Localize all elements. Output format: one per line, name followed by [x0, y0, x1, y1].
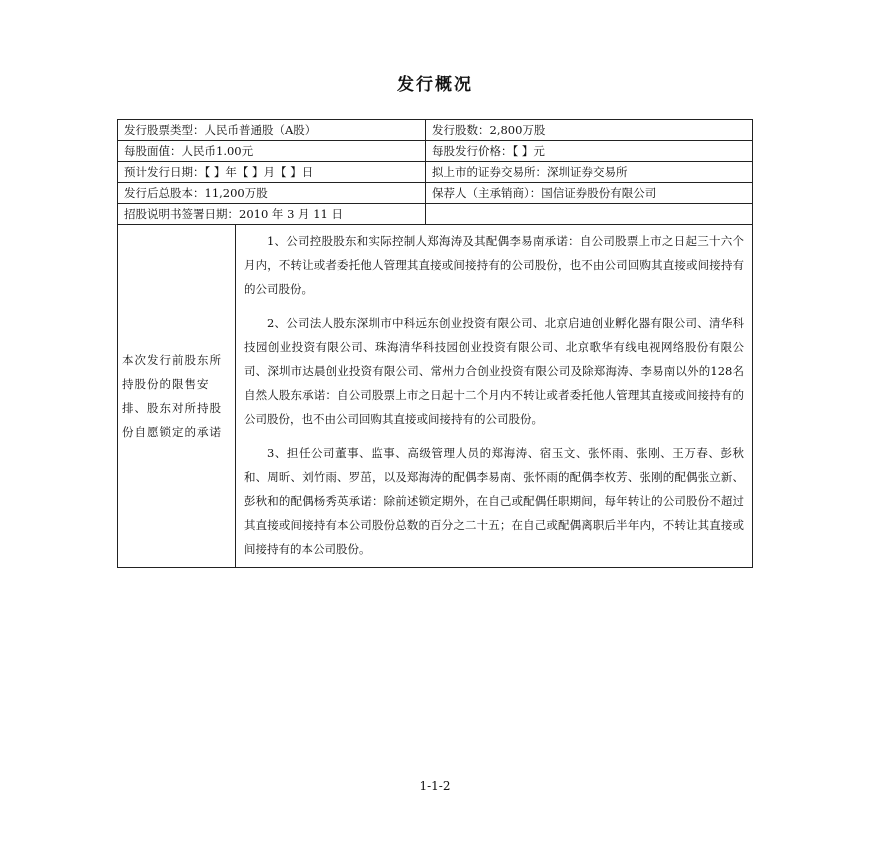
share-type-cell: 发行股票类型：人民币普通股（A股）: [118, 120, 426, 141]
share-count-cell: 发行股数：2,800万股: [426, 120, 753, 141]
issue-date-cell: 预计发行日期：【 】年【 】月【 】日: [118, 162, 426, 183]
commitment-paragraph-1: 1、公司控股股东和实际控制人郑海涛及其配偶李易南承诺：自公司股票上市之日起三十六个月内，不转让或者委托他人管理其直接或间接持有的公司股份，也不由公司回购其直接或间接持有的公司股份。: [244, 234, 744, 296]
total-capital-cell: 发行后总股本：11,200万股: [118, 183, 426, 204]
commitment-paragraph-3: 3、担任公司董事、监事、高级管理人员的郑海涛、宿玉文、张怀雨、张刚、王万春、彭秋和、周昕、刘竹雨、罗茁，以及郑海涛的配偶李易南、张怀雨的配偶李枚芳、张刚的配偶张立新、彭秋和的配偶杨秀英承诺：除前述锁定期外，在自己或配偶任职期间，每年转让的公司股份不超过其直接或间接持有本公司股份总数的百分之二十五；在自己或配偶离职后半年内，不转让其直接或间接持有的本公司股份。: [244, 446, 744, 556]
exchange-cell: 拟上市的证券交易所：深圳证券交易所: [426, 162, 753, 183]
offering-summary-table: [117, 119, 753, 568]
commitment-paragraph-2: 2、公司法人股东深圳市中科远东创业投资有限公司、北京启迪创业孵化器有限公司、清华科技园创业投资有限公司、珠海清华科技园创业投资有限公司、北京歌华有线电视网络股份有限公司、深圳市达晨创业投资有限公司、常州力合创业投资有限公司及除郑海涛、李易南以外的128名自然人股东承诺：自公司股票上市之日起十二个月内不转让或者委托他人管理其直接或间接持有的公司股份，也不由公司回购其直接或间接持有的公司股份。: [244, 316, 744, 426]
table-row: [118, 225, 753, 568]
table-row: [118, 120, 753, 141]
page-title: 发行概况: [397, 75, 473, 95]
table-row: [118, 183, 753, 204]
issue-price-cell: 每股发行价格：【 】元: [426, 141, 753, 162]
table-row: [118, 204, 753, 225]
commitment-content-cell: [236, 225, 753, 568]
empty-cell: [426, 204, 753, 225]
sign-date-cell: 招股说明书签署日期：2010 年 3 月 11 日: [118, 204, 426, 225]
table-row: [118, 141, 753, 162]
page-number: 1-1-2: [419, 779, 451, 793]
commitment-label-cell: 本次发行前股东所持股份的限售安排、股东对所持股份自愿锁定的承诺: [118, 225, 236, 568]
sponsor-cell: 保荐人（主承销商）：国信证券股份有限公司: [426, 183, 753, 204]
par-value-cell: 每股面值：人民币1.00元: [118, 141, 426, 162]
table-row: [118, 162, 753, 183]
